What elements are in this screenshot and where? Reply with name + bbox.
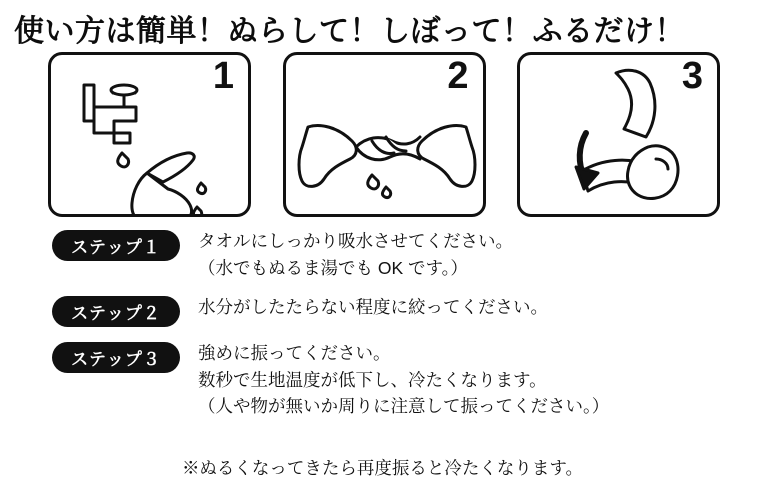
step-text-2 xyxy=(198,294,548,321)
wringing-towel-icon xyxy=(286,55,486,217)
step-row-3 xyxy=(52,340,742,420)
panel-step-1 xyxy=(48,52,251,217)
step-line: （人や物が無いか周りに注意して振ってください。） xyxy=(198,396,610,417)
illustration-panels xyxy=(48,52,720,217)
step-line: 数秒で生地温度が低下し、冷たくなります。 xyxy=(198,369,547,390)
footnote: ※ぬるくなってきたら再度振ると冷たくなります。 xyxy=(181,458,584,478)
panel-number-2: 2 xyxy=(447,55,469,97)
step-line: （水でもぬるま湯でも OK です。） xyxy=(198,257,468,278)
faucet-towel-icon xyxy=(51,55,251,217)
step-line: 強めに振ってください。 xyxy=(198,343,391,364)
panel-step-2 xyxy=(283,52,486,217)
panel-number-3: 3 xyxy=(681,55,703,97)
step-row-1 xyxy=(52,228,742,281)
step-row-2 xyxy=(52,294,742,327)
page-title: 使い方は簡単！ぬらして！しぼって！ふるだけ！ xyxy=(14,15,685,48)
step-text-3 xyxy=(198,340,609,420)
step-text-1 xyxy=(198,228,513,281)
panel-step-3 xyxy=(517,52,720,217)
step-badge-3: ステップ３ xyxy=(52,342,180,373)
panel-number-1: 1 xyxy=(212,55,234,97)
shaking-towel-icon xyxy=(520,55,720,217)
step-line: タオルにしっかり吸水させてください。 xyxy=(198,231,513,251)
steps-list xyxy=(52,228,742,433)
step-badge-1: ステップ１ xyxy=(52,230,180,261)
step-line: 水分がしたたらない程度に絞ってください。 xyxy=(198,297,548,318)
step-badge-2: ステップ２ xyxy=(52,296,180,327)
